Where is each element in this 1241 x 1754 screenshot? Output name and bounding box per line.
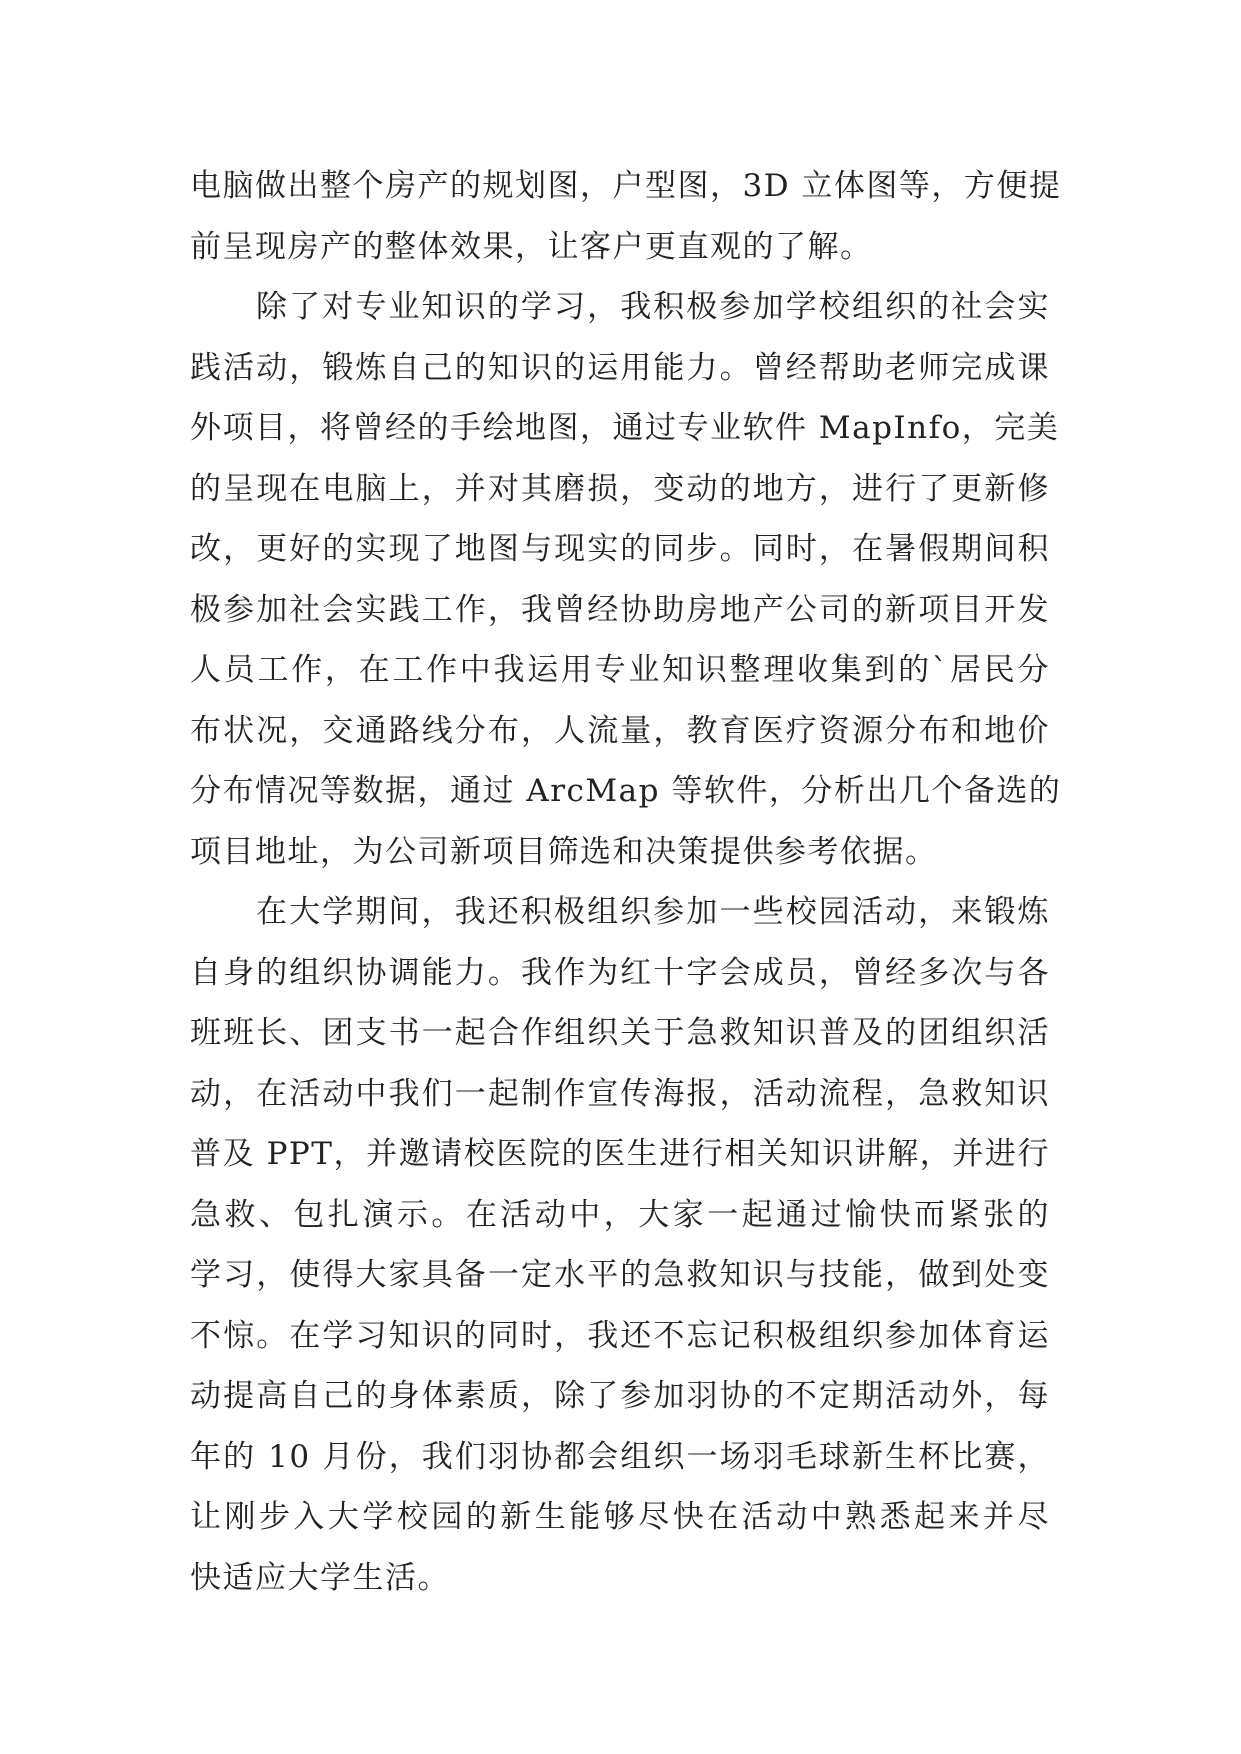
- text-line: 项目地址，为公司新项目筛选和决策提供参考依据。: [190, 833, 938, 870]
- text-line: 改，更好的实现了地图与现实的同步。同时，在暑假期间积: [190, 531, 1050, 567]
- text-line: 极参加社会实践工作，我曾经协助房地产公司的新项目开发: [190, 591, 1050, 628]
- text-line: 不惊。在学习知识的同时，我还不忘记积极组织参加体育运: [190, 1317, 1050, 1354]
- text-line: 自身的组织协调能力。我作为红十字会成员，曾经多次与各: [190, 954, 1050, 991]
- text-line: 学习，使得大家具备一定水平的急救知识与技能，做到处变: [190, 1257, 1050, 1293]
- body-text: [190, 156, 1062, 1608]
- text-line: 班班长、团支书一起合作组织关于急救知识普及的团组织活: [190, 1015, 1050, 1051]
- text-line: 的呈现在电脑上，并对其磨损，变动的地方，进行了更新修: [190, 470, 1050, 507]
- text-line: 外项目，将曾经的手绘地图，通过专业软件 MapInfo，完美: [190, 410, 1060, 446]
- text-line: 动，在活动中我们一起制作宣传海报，活动流程，急救知识: [190, 1075, 1050, 1112]
- text-line: 前呈现房产的整体效果，让客户更直观的了解。: [190, 228, 873, 265]
- text-line: 践活动，锻炼自己的知识的运用能力。曾经帮助老师完成课: [190, 349, 1050, 386]
- text-line: 急救、包扎演示。在活动中，大家一起通过愉快而紧张的: [190, 1196, 1050, 1233]
- text-line: 普及 PPT，并邀请校医院的医生进行相关知识讲解，并进行: [190, 1136, 1050, 1172]
- text-line: 分布情况等数据，通过 ArcMap 等软件，分析出几个备选的: [190, 773, 1062, 809]
- text-line: 人员工作，在工作中我运用专业知识整理收集到的`居民分: [190, 652, 1050, 688]
- text-line: 年的 10 月份，我们羽协都会组织一场羽毛球新生杯比赛，: [190, 1438, 1050, 1475]
- paragraph-first-line: 除了对专业知识的学习，我积极参加学校组织的社会实: [256, 289, 1050, 325]
- text-line: 布状况，交通路线分布，人流量，教育医疗资源分布和地价: [190, 712, 1050, 749]
- text-line: 电脑做出整个房产的规划图，户型图，3D 立体图等，方便提: [190, 168, 1062, 204]
- text-line: 动提高自己的身体素质，除了参加羽协的不定期活动外，每: [190, 1378, 1050, 1414]
- text-line: 快适应大学生活。: [190, 1559, 450, 1596]
- paragraph-first-line: 在大学期间，我还积极组织参加一些校园活动，来锻炼: [256, 894, 1050, 930]
- text-line: 让刚步入大学校园的新生能够尽快在活动中熟悉起来并尽: [190, 1499, 1050, 1535]
